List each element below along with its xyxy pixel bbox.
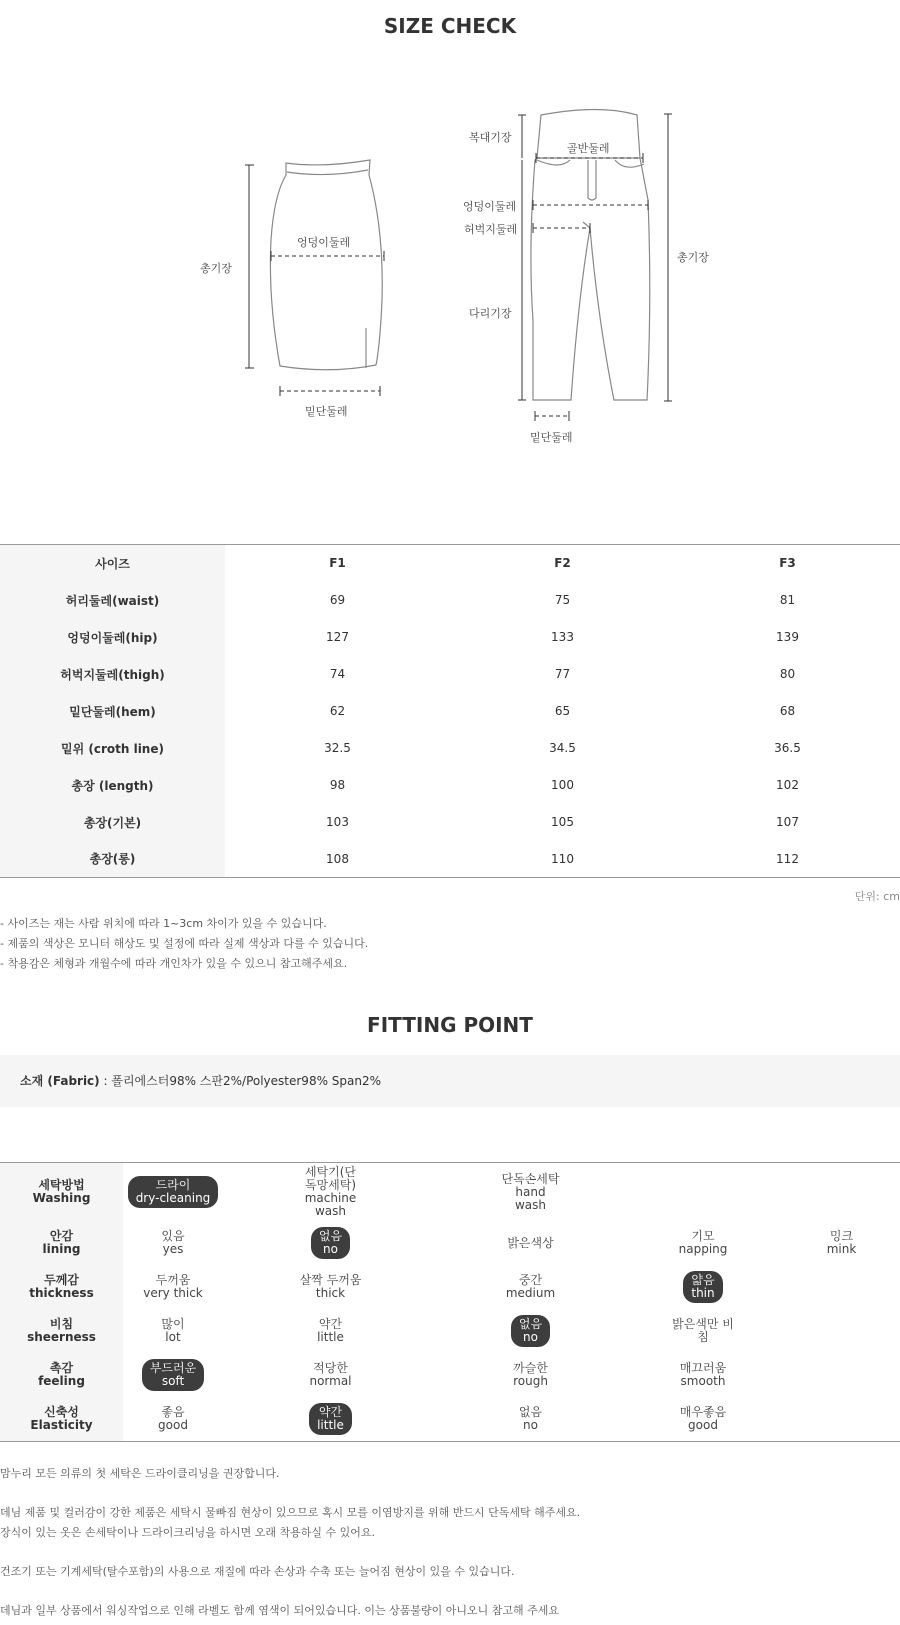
fitting-option — [153, 1227, 192, 1259]
fitting-option-cell — [438, 1265, 623, 1309]
table-cell: 62 — [329, 704, 346, 718]
fitting-option-ko: 좋음 — [161, 1404, 185, 1419]
fitting-option-ko: 두꺼움 — [155, 1273, 191, 1287]
fitting-option-cell — [223, 1309, 438, 1353]
fitting-option-en: no — [523, 1417, 538, 1432]
fitting-option-en: mink — [826, 1242, 857, 1256]
fitting-option — [671, 1227, 736, 1259]
fitting-option — [309, 1315, 352, 1347]
skirt-hem-label: 밑단둘레 — [305, 405, 348, 418]
fitting-option — [672, 1403, 734, 1435]
table-cell: 108 — [326, 851, 349, 866]
fitting-option-ko: 밝은색만 비침 — [672, 1317, 734, 1344]
fitting-row-label-en: feeling — [38, 1374, 85, 1388]
fitting-point-title: FITTING POINT — [367, 1013, 533, 1037]
row-header-cell: 총장(기본) — [0, 804, 225, 841]
table-cell: 80 — [779, 667, 796, 681]
fitting-option-cell — [623, 1309, 783, 1353]
fitting-option-cell — [623, 1221, 783, 1265]
table-row — [0, 730, 900, 767]
note-line: - 제품의 색상은 모니터 해상도 및 설정에 따라 실제 색상과 다를 수 있습니다. — [0, 937, 369, 950]
fitting-option-ko: 드라이 — [155, 1178, 191, 1192]
fitting-option-ko: 없음 — [518, 1317, 543, 1331]
fitting-row-header — [0, 1309, 123, 1353]
fitting-option — [135, 1271, 211, 1303]
fitting-option-en: good — [158, 1417, 188, 1432]
care-line: 데님 제품 및 컬러감이 강한 제품은 세탁시 물빠짐 현상이 있으므로 혹시 모를 이염방지를 위해 반드시 단독세탁 해주세요. — [0, 1506, 581, 1519]
pants-hem-label: 밑단둘레 — [530, 431, 573, 444]
fitting-option-en: little — [317, 1417, 344, 1432]
fitting-row-label-ko: 안감 — [49, 1229, 74, 1243]
fitting-option-selected — [511, 1315, 550, 1347]
fitting-row — [0, 1397, 900, 1441]
fitting-option-ko: 세탁기(단독망세탁) — [304, 1165, 357, 1192]
fitting-option-cell — [123, 1397, 223, 1441]
table-row — [0, 582, 900, 619]
fitting-option-ko: 매끄러움 — [679, 1361, 727, 1375]
fitting-row — [0, 1163, 900, 1222]
fitting-option-ko: 약간 — [318, 1317, 343, 1331]
fitting-row-label-ko: 비침 — [49, 1317, 74, 1331]
table-cell: 81 — [779, 593, 796, 607]
table-header-row — [0, 545, 900, 582]
fitting-option-ko: 적당한 — [313, 1361, 348, 1375]
fitting-option — [511, 1403, 550, 1435]
fitting-option — [672, 1359, 734, 1391]
fitting-option-ko: 있음 — [161, 1229, 185, 1243]
care-line: 맘누리 모든 의류의 첫 세탁은 드라이클리닝을 권장합니다. — [0, 1467, 280, 1480]
fitting-row-label-en: thickness — [29, 1286, 94, 1300]
table-cell: 112 — [776, 851, 799, 866]
fitting-option-ko: 많이 — [161, 1317, 185, 1331]
fitting-option-en: machine wash — [304, 1191, 357, 1218]
table-cell: 100 — [551, 778, 574, 792]
size-diagram — [0, 60, 900, 470]
fitting-option-en: soft — [161, 1374, 185, 1388]
care-instructions — [0, 1464, 580, 1621]
table-row — [0, 619, 900, 656]
table-row — [0, 693, 900, 730]
row-header-cell: 허벅지둘레(thigh) — [0, 656, 225, 693]
fitting-option — [292, 1271, 370, 1303]
table-cell: 77 — [554, 667, 571, 681]
fitting-row-label-ko: 신축성 — [44, 1404, 79, 1419]
row-header-cell: 허리둘레(waist) — [0, 582, 225, 619]
fitting-option-cell — [223, 1221, 438, 1265]
fitting-option-cell — [623, 1397, 783, 1441]
fitting-option-ko: 얇음 — [691, 1273, 715, 1287]
fitting-option-en: normal — [309, 1374, 352, 1388]
table-cell: 98 — [329, 778, 346, 792]
fabric-label: 소재 (Fabric) — [20, 1074, 100, 1088]
fitting-option-ko: 살짝 두꺼움 — [299, 1273, 362, 1287]
fitting-option-cell — [438, 1221, 623, 1265]
fitting-row-label-en: lining — [42, 1242, 81, 1256]
fitting-option-cell — [783, 1309, 900, 1353]
pants-leg-length-label: 다리기장 — [469, 307, 512, 320]
fitting-option-cell — [783, 1265, 900, 1309]
header-cell: F3 — [779, 556, 796, 571]
garment-illustration — [0, 60, 900, 470]
table-cell: 75 — [554, 593, 571, 607]
fitting-option-cell — [123, 1265, 223, 1309]
fitting-option — [153, 1315, 192, 1347]
fitting-option-en: napping — [678, 1242, 728, 1256]
table-cell: 102 — [776, 778, 799, 792]
fitting-option-cell — [123, 1309, 223, 1353]
fitting-row-header — [0, 1163, 123, 1222]
fitting-option — [664, 1315, 742, 1347]
table-cell: 127 — [326, 630, 349, 644]
fitting-row-label-ko: 두께감 — [44, 1273, 79, 1287]
fitting-option-en: very thick — [143, 1286, 203, 1300]
fitting-option-cell — [123, 1221, 223, 1265]
header-cell: F1 — [329, 556, 346, 571]
fitting-row-header — [0, 1353, 123, 1397]
fitting-row-label-ko: 세탁방법 — [38, 1178, 85, 1192]
fitting-row-label-en: sheerness — [27, 1330, 96, 1344]
fitting-option-en: good — [688, 1417, 718, 1432]
fitting-row — [0, 1353, 900, 1397]
fitting-option-cell — [123, 1163, 223, 1222]
fitting-option-ko: 중간 — [518, 1273, 543, 1287]
fitting-row-label-en: Washing — [32, 1191, 91, 1205]
fitting-option-en: little — [317, 1330, 344, 1344]
table-row — [0, 656, 900, 693]
table-cell: 107 — [776, 815, 799, 829]
fitting-option-selected — [142, 1359, 204, 1391]
fitting-option — [505, 1359, 556, 1391]
fitting-option-ko: 약간 — [318, 1404, 343, 1419]
table-cell: 103 — [326, 815, 349, 829]
fitting-row-header — [0, 1221, 123, 1265]
fabric-info — [0, 1055, 900, 1107]
header-cell: 사이즈 — [0, 545, 225, 582]
note-line: - 착용감은 체형과 개월수에 따라 개인차가 있을 수 있으니 참고해주세요. — [0, 957, 348, 970]
row-header-cell: 엉덩이둘레(hip) — [0, 619, 225, 656]
fitting-option-cell — [623, 1353, 783, 1397]
fitting-option-cell — [623, 1265, 783, 1309]
fitting-option-cell — [223, 1163, 438, 1222]
fitting-option-en: thin — [691, 1286, 715, 1300]
fitting-option-ko: 매우좋음 — [679, 1404, 727, 1419]
care-line: 건조기 또는 기계세탁(탈수포함)의 사용으로 재질에 따라 손상과 수축 또는 늘어짐 현상이 있을 수 있습니다. — [0, 1565, 515, 1578]
fitting-option — [499, 1234, 561, 1253]
skirt-hip-label: 엉덩이둘레 — [297, 236, 351, 249]
fitting-option-cell — [438, 1309, 623, 1353]
fitting-option-ko: 없음 — [318, 1229, 343, 1243]
fitting-row — [0, 1221, 900, 1265]
pants-hip-label: 엉덩이둘레 — [463, 200, 517, 213]
table-cell: 68 — [779, 704, 796, 718]
fitting-option-en: no — [523, 1330, 538, 1344]
fitting-option-cell — [223, 1265, 438, 1309]
fitting-option-cell — [783, 1353, 900, 1397]
fitting-option-cell — [223, 1353, 438, 1397]
fitting-option-selected — [311, 1227, 350, 1259]
fitting-option-en: dry-cleaning — [135, 1191, 211, 1205]
fitting-table — [0, 1162, 900, 1442]
fitting-option — [819, 1227, 865, 1259]
table-row — [0, 767, 900, 804]
fitting-option-cell — [783, 1163, 900, 1222]
fitting-option-ko: 밍크 — [829, 1229, 854, 1243]
fitting-option-en: yes — [162, 1242, 184, 1256]
fabric-value: : 폴리에스터98% 스판2%/Polyester98% Span2% — [103, 1074, 382, 1088]
unit-label: 단위: cm — [854, 890, 900, 903]
fitting-option-ko: 밝은색상 — [507, 1235, 554, 1250]
fitting-option-cell — [223, 1397, 438, 1441]
fitting-row — [0, 1309, 900, 1353]
table-cell: 65 — [554, 704, 571, 718]
pants-thigh-label: 허벅지둘레 — [464, 223, 518, 236]
table-cell: 34.5 — [549, 741, 576, 755]
fitting-option-en: hand wash — [514, 1184, 547, 1212]
fitting-option-selected — [683, 1271, 722, 1303]
fitting-option-ko: 없음 — [518, 1404, 543, 1419]
table-cell: 36.5 — [774, 741, 801, 755]
fitting-option — [492, 1170, 570, 1215]
fitting-option-cell — [623, 1163, 783, 1222]
header-cell: F2 — [554, 556, 571, 571]
fitting-option-en: medium — [505, 1286, 556, 1300]
fitting-option-en: no — [323, 1242, 338, 1256]
pants-pelvis-label: 골반둘레 — [567, 142, 610, 155]
fitting-option-cell — [783, 1397, 900, 1441]
fitting-option-cell — [783, 1221, 900, 1265]
fitting-option-en: lot — [165, 1330, 181, 1344]
row-header-cell: 총장(롱) — [0, 841, 225, 878]
table-cell: 69 — [329, 593, 346, 607]
fitting-option-cell — [123, 1353, 223, 1397]
fitting-option-ko: 까슬한 — [513, 1361, 548, 1375]
pants-belly-length-label: 복대기장 — [469, 131, 512, 144]
fitting-option-cell — [438, 1397, 623, 1441]
fitting-option-ko: 부드러운 — [149, 1361, 197, 1375]
fitting-row-label-en: Elasticity — [30, 1417, 93, 1432]
pants-total-length-label: 총기장 — [677, 251, 709, 264]
fitting-option — [150, 1403, 196, 1435]
row-header-cell: 밑위 (croth line) — [0, 730, 225, 767]
fitting-option — [292, 1163, 370, 1221]
table-row — [0, 841, 900, 878]
fitting-option-cell — [438, 1353, 623, 1397]
fitting-option — [498, 1271, 563, 1303]
table-cell: 32.5 — [324, 741, 351, 755]
fitting-option-cell — [438, 1163, 623, 1222]
fitting-option — [301, 1359, 359, 1391]
fitting-option-en: thick — [315, 1286, 346, 1300]
fitting-option-ko: 단독손세탁 — [501, 1171, 560, 1186]
table-row — [0, 804, 900, 841]
care-line: 데님과 일부 상품에서 워싱작업으로 인해 라벨도 함께 염색이 되어있습니다. 이는 상품불량이 아니오니 참고해 주세요 — [0, 1604, 559, 1617]
fitting-option-en: rough — [513, 1374, 548, 1388]
fitting-option-selected — [128, 1176, 219, 1208]
table-cell: 133 — [551, 630, 574, 644]
fitting-row-label-ko: 촉감 — [49, 1361, 74, 1375]
size-check-title: SIZE CHECK — [383, 14, 517, 38]
fitting-row-header — [0, 1397, 123, 1441]
note-line: - 사이즈는 재는 사람 위치에 따라 1~3cm 차이가 있을 수 있습니다. — [0, 917, 327, 930]
fitting-row — [0, 1265, 900, 1309]
table-cell: 74 — [329, 667, 346, 681]
fitting-option-ko: 기모 — [691, 1229, 715, 1243]
row-header-cell: 밑단둘레(hem) — [0, 693, 225, 730]
table-cell: 105 — [551, 815, 574, 829]
fitting-option-selected — [309, 1403, 352, 1435]
skirt-total-length-label: 총기장 — [200, 262, 232, 275]
fitting-option-en: smooth — [680, 1374, 726, 1388]
fitting-row-header — [0, 1265, 123, 1309]
row-header-cell: 총장 (length) — [0, 767, 225, 804]
table-cell: 139 — [776, 630, 799, 644]
care-line: 장식이 있는 옷은 손세탁이나 드라이크리닝을 하시면 오래 착용하실 수 있어요. — [0, 1526, 375, 1539]
size-notes — [0, 914, 368, 974]
table-cell: 110 — [551, 851, 574, 866]
size-table — [0, 544, 900, 878]
